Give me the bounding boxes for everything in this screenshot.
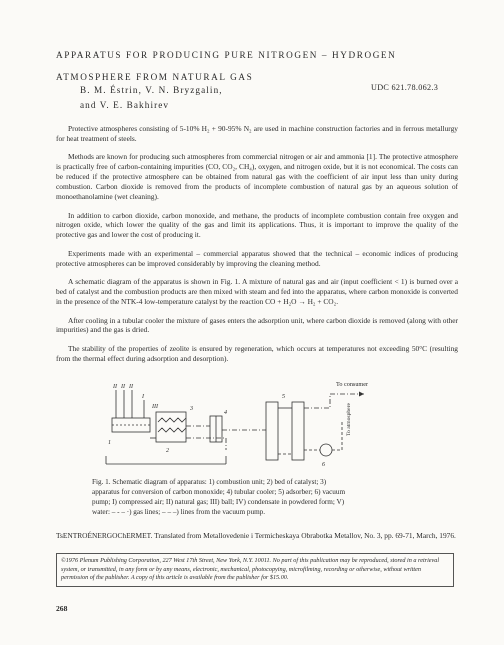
unit-number: 6 (322, 462, 325, 468)
to-consumer-label: To consumer (336, 381, 369, 388)
unit-number: 3 (190, 406, 193, 412)
title-line-1: APPARATUS FOR PRODUCING PURE NITROGEN – HYDROGEN (56, 50, 397, 60)
authors-line-2: and V. E. Bakhirev (80, 100, 170, 110)
figure-caption (92, 478, 347, 518)
conversion-apparatus (156, 412, 186, 442)
to-atmosphere-label: To atmosphere (346, 402, 352, 436)
paragraph: Methods are known for producing such atmospheres from commercial nitrogen or air and ammonia [1]. The protective atmosphere is practically free of carbon-containing impurities (CO, CO₂, CH₄), oxygen, and nitrogen oxide, but it is not economical. The costs can be reduced if the protective atmosphere can be obtained from natural gas with the coefficient of air input less than unity during combustion. Carbon dioxide is removed from the products of incomplete combustion of natural gas by an aqueous solution of monoethanolamine (wet cleaning). (56, 152, 458, 202)
adsorber (266, 402, 278, 460)
udc-code: UDC 621.78.062.3 (371, 83, 439, 92)
authors-line-1: B. M. Éstrin, V. N. Bryzgalin, (80, 85, 223, 95)
paragraph: After cooling in a tubular cooler the mixture of gases enters the adsorption unit, where carbon dioxide is removed (along with other impurities) and the gas is dried. (56, 315, 458, 335)
stream-label: II (121, 384, 125, 390)
unit-number: 1 (108, 440, 111, 446)
stream-label: I (142, 394, 144, 400)
catalyst-bed (158, 418, 186, 422)
page-number: 268 (56, 604, 68, 613)
paragraph: The stability of the properties of zeolite is ensured by regeneration, which occurs at temperatures not exceeding 50°C (resulting from the thermal effect during adsorption and desorption). (56, 343, 458, 363)
copyright-text: ©1976 Plenum Publishing Corporation, 227 West 17th Street, New York, N.Y. 10011. No part of this publication may be reproduced, stored in a retrieval system, or transmitted, in any form or by any means, electronic, mechanical, photocopying, microfilming, recording or otherwise, without written permission of the publisher. A copy of this article is available from the publisher for $15.00. (61, 557, 440, 581)
unit-number: 2 (166, 448, 169, 454)
paragraph: A schematic diagram of the apparatus is shown in Fig. 1. A mixture of natural gas and air (input coefficient < 1) is burned over a bed of catalyst and the combustion products are then mixed with steam and fed into the apparatus, where carbon monoxide is converted in the presence of the NTK-4 low-temperature catalyst by the reaction CO + H₂O → H₂ + CO₂. (56, 277, 458, 307)
apparatus-schematic-figure (86, 378, 386, 478)
authors (80, 83, 320, 113)
figure-caption-text: Fig. 1. Schematic diagram of apparatus: 1) combustion unit; 2) bed of catalyst; 3) apparatus for conversion of carbon monoxide; 4) tubular cooler; 5) adsorber; 6) vacuum pump; I) compressed air; II) natural gas; III) ball; IV) condensate in powdered form; V) water: – - – ·) gas lines; – – –) lines from the vacuum pump. (92, 478, 346, 516)
title-line-2: ATMOSPHERE FROM NATURAL GAS (56, 72, 254, 82)
vacuum-pump (320, 444, 332, 456)
translation-note (56, 531, 461, 541)
stream-label: II (113, 384, 117, 390)
article-title (56, 44, 456, 88)
translation-note-text: TsENTROÉNERGOChERMET. Translated from Metallovedenie i Termicheskaya Obrabotka Metallov, No. 3, pp. 69-71, March, 1976. (56, 531, 456, 540)
paragraph: Experiments made with an experimental – commercial apparatus showed that the technical – economic indices of producing protective atmospheres can be improved considerably by improving the cleaning method. (56, 248, 458, 268)
adsorber (292, 402, 304, 460)
paragraph: In addition to carbon dioxide, carbon monoxide, and methane, the products of incomplete combustion contain free oxygen and nitrogen oxide, which lower the quality of the gas and limit its applications. Thus, it is important to improve the quality of the protective gas and lower the cost of producing it. (56, 210, 458, 240)
paragraph: Protective atmospheres consisting of 5-10% H₂ + 90-95% N₂ are used in machine construction factories and in ferrous metallurgy for heat treatment of steels. (56, 124, 458, 143)
unit-number: 5 (282, 394, 285, 400)
stream-label: III (152, 404, 158, 410)
copyright-box (56, 553, 454, 587)
stream-label: II (129, 384, 133, 390)
article-body (56, 124, 458, 372)
unit-number: 4 (224, 410, 227, 416)
